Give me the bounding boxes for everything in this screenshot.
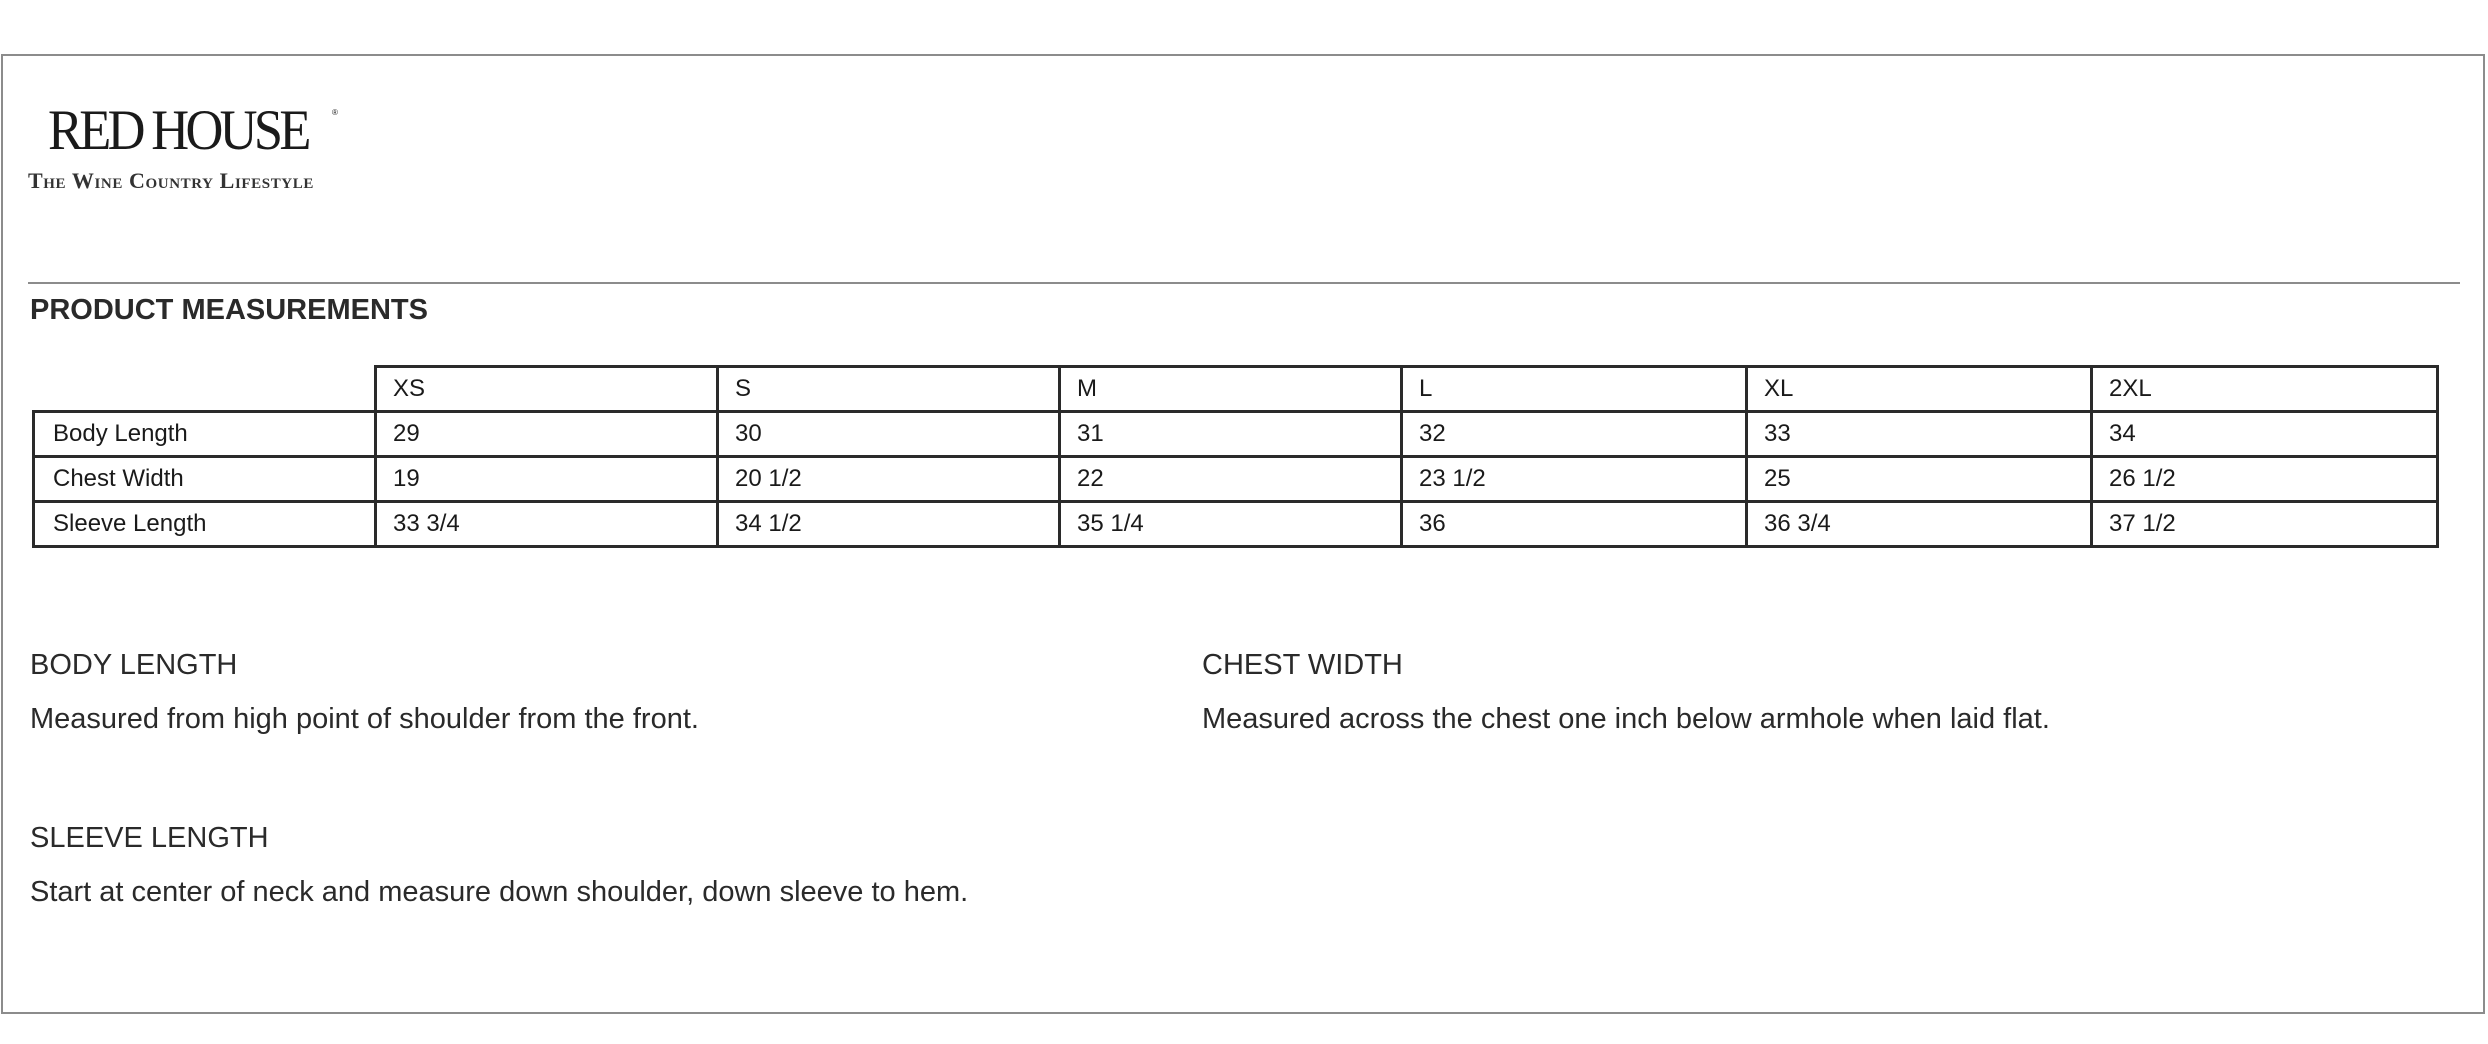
chest-width-heading: CHEST WIDTH: [1202, 649, 1403, 681]
section-title: PRODUCT MEASUREMENTS: [30, 294, 428, 326]
logo-trademark: ®: [332, 108, 338, 117]
size-header-2xl: 2XL: [2092, 367, 2438, 412]
table-cell: 32: [1402, 412, 1747, 457]
table-cell: 26 1/2: [2092, 457, 2438, 502]
table-row: [34, 412, 2438, 457]
table-header-row: [34, 367, 2438, 412]
table-cell: 23 1/2: [1402, 457, 1747, 502]
size-header-m: M: [1060, 367, 1402, 412]
section-divider: [28, 282, 2460, 284]
table-cell: 29: [376, 412, 718, 457]
table-cell: 31: [1060, 412, 1402, 457]
measurements-table: [32, 365, 2439, 548]
table-row: [34, 457, 2438, 502]
size-header-s: S: [718, 367, 1060, 412]
table-cell: 20 1/2: [718, 457, 1060, 502]
table-cell: 35 1/4: [1060, 502, 1402, 547]
table-cell: 36 3/4: [1747, 502, 2092, 547]
body-length-heading: BODY LENGTH: [30, 649, 238, 681]
sleeve-length-text: Start at center of neck and measure down shoulder, down sleeve to hem.: [30, 876, 969, 908]
sleeve-length-heading: SLEEVE LENGTH: [30, 822, 269, 854]
table-corner-cell: [34, 367, 376, 412]
row-label-body-length: Body Length: [34, 412, 376, 457]
sleeve-length-description: [30, 821, 968, 909]
size-header-l: L: [1402, 367, 1747, 412]
chest-width-text: Measured across the chest one inch below armhole when laid flat.: [1202, 703, 2050, 735]
table-cell: 34 1/2: [718, 502, 1060, 547]
table-cell: 25: [1747, 457, 2092, 502]
table-cell: 19: [376, 457, 718, 502]
table-cell: 37 1/2: [2092, 502, 2438, 547]
brand-logo: [28, 99, 368, 194]
table-cell: 30: [718, 412, 1060, 457]
table-cell: 22: [1060, 457, 1402, 502]
table-cell: 33 3/4: [376, 502, 718, 547]
size-header-xl: XL: [1747, 367, 2092, 412]
table-cell: 33: [1747, 412, 2092, 457]
chest-width-description: [1202, 648, 2050, 736]
body-length-description: [30, 648, 699, 736]
row-label-sleeve-length: Sleeve Length: [34, 502, 376, 547]
row-label-chest-width: Chest Width: [34, 457, 376, 502]
size-header-xs: XS: [376, 367, 718, 412]
logo-tagline: The Wine Country Lifestyle: [28, 168, 314, 193]
body-length-text: Measured from high point of shoulder from the front.: [30, 703, 699, 735]
table-row: [34, 502, 2438, 547]
logo-wordmark: RED HOUSE: [48, 99, 308, 162]
table-cell: 34: [2092, 412, 2438, 457]
table-cell: 36: [1402, 502, 1747, 547]
